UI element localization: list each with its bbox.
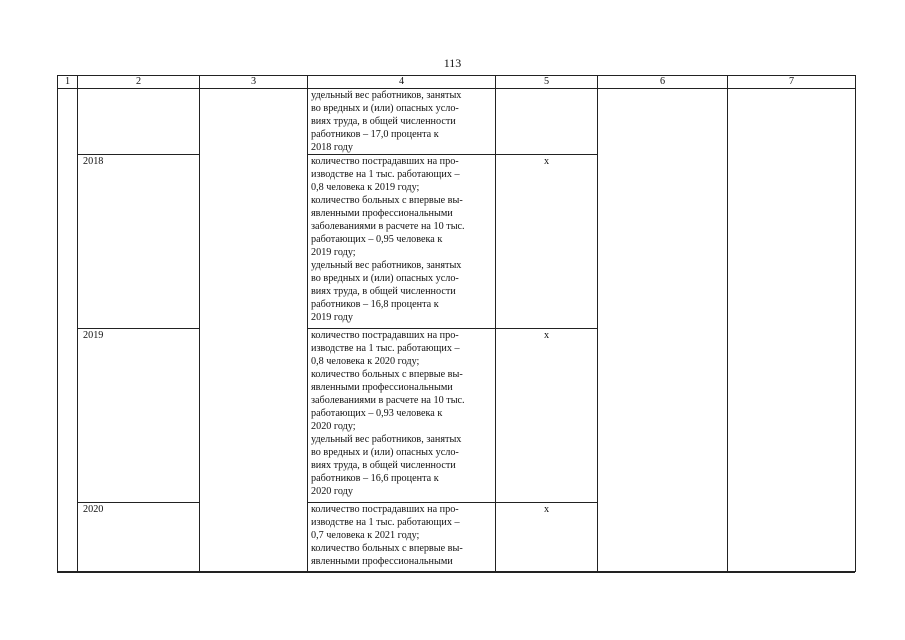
page-number: 113 bbox=[443, 56, 462, 70]
indicator-line: заболеваниями в расчете на 10 тыс. bbox=[311, 395, 465, 406]
col5-cell: х bbox=[496, 503, 598, 572]
indicator-line: явленными профессиональными bbox=[311, 382, 453, 393]
col6-cell bbox=[598, 89, 728, 572]
indicator-text-cell bbox=[308, 155, 496, 329]
indicator-line: изводстве на 1 тыс. работающих – bbox=[311, 169, 460, 180]
column-number-2: 2 bbox=[78, 76, 200, 89]
col5-cell: х bbox=[496, 155, 598, 329]
indicator-text-cell bbox=[308, 503, 496, 572]
indicator-line: 0,8 человека к 2019 году; bbox=[311, 182, 420, 193]
year-cell: 2020 bbox=[78, 503, 200, 572]
indicator-line: 2018 году bbox=[311, 142, 353, 153]
indicator-text-cell bbox=[308, 329, 496, 503]
col5-cell: х bbox=[496, 329, 598, 503]
indicator-line: 2019 году; bbox=[311, 247, 356, 258]
indicator-line: виях труда, в общей численности bbox=[311, 460, 456, 471]
column-number-1: 1 bbox=[58, 76, 78, 89]
column-number-3: 3 bbox=[200, 76, 308, 89]
indicator-line: количество пострадавших на про- bbox=[311, 504, 459, 515]
indicator-line: 2020 году; bbox=[311, 421, 356, 432]
indicator-line: удельный вес работников, занятых bbox=[311, 434, 462, 445]
indicator-line: изводстве на 1 тыс. работающих – bbox=[311, 517, 460, 528]
indicator-line: работников – 16,6 процента к bbox=[311, 473, 439, 484]
indicator-line: во вредных и (или) опасных усло- bbox=[311, 447, 459, 458]
indicator-line: 0,7 человека к 2021 году; bbox=[311, 530, 420, 541]
indicator-line: работников – 16,8 процента к bbox=[311, 299, 439, 310]
year-cell: 2019 bbox=[78, 329, 200, 503]
column-number-7: 7 bbox=[728, 76, 856, 89]
indicator-line: виях труда, в общей численности bbox=[311, 286, 456, 297]
document-table-frame bbox=[57, 75, 855, 572]
indicator-line: работников – 17,0 процента к bbox=[311, 129, 439, 140]
table-bottom-rule bbox=[57, 572, 855, 573]
year-cell bbox=[78, 89, 200, 155]
column-number-5: 5 bbox=[496, 76, 598, 89]
table-row bbox=[58, 89, 856, 155]
indicator-line: 2020 году bbox=[311, 486, 353, 497]
column-number-6: 6 bbox=[598, 76, 728, 89]
column-number-4: 4 bbox=[308, 76, 496, 89]
indicator-line: 2019 году bbox=[311, 312, 353, 323]
indicator-line: явленными профессиональными bbox=[311, 556, 453, 567]
indicator-line: количество больных с впервые вы- bbox=[311, 369, 463, 380]
year-cell: 2018 bbox=[78, 155, 200, 329]
indicator-line: во вредных и (или) опасных усло- bbox=[311, 103, 459, 114]
indicator-line: удельный вес работников, занятых bbox=[311, 260, 462, 271]
indicator-line: количество больных с впервые вы- bbox=[311, 195, 463, 206]
indicator-line: количество пострадавших на про- bbox=[311, 156, 459, 167]
indicator-text-cell bbox=[308, 89, 496, 155]
indicator-table bbox=[57, 75, 856, 572]
indicator-line: виях труда, в общей численности bbox=[311, 116, 456, 127]
indicator-line: явленными профессиональными bbox=[311, 208, 453, 219]
col5-cell bbox=[496, 89, 598, 155]
indicator-line: во вредных и (или) опасных усло- bbox=[311, 273, 459, 284]
column-number-row bbox=[58, 76, 856, 89]
col3-cell bbox=[200, 89, 308, 572]
indicator-line: работающих – 0,93 человека к bbox=[311, 408, 443, 419]
indicator-line: заболеваниями в расчете на 10 тыс. bbox=[311, 221, 465, 232]
indicator-line: количество пострадавших на про- bbox=[311, 330, 459, 341]
indicator-line: 0,8 человека к 2020 году; bbox=[311, 356, 420, 367]
indicator-line: изводстве на 1 тыс. работающих – bbox=[311, 343, 460, 354]
indicator-line: работающих – 0,95 человека к bbox=[311, 234, 443, 245]
col7-cell bbox=[728, 89, 856, 572]
indicator-line: удельный вес работников, занятых bbox=[311, 90, 462, 101]
col1-cell bbox=[58, 89, 78, 572]
indicator-line: количество больных с впервые вы- bbox=[311, 543, 463, 554]
